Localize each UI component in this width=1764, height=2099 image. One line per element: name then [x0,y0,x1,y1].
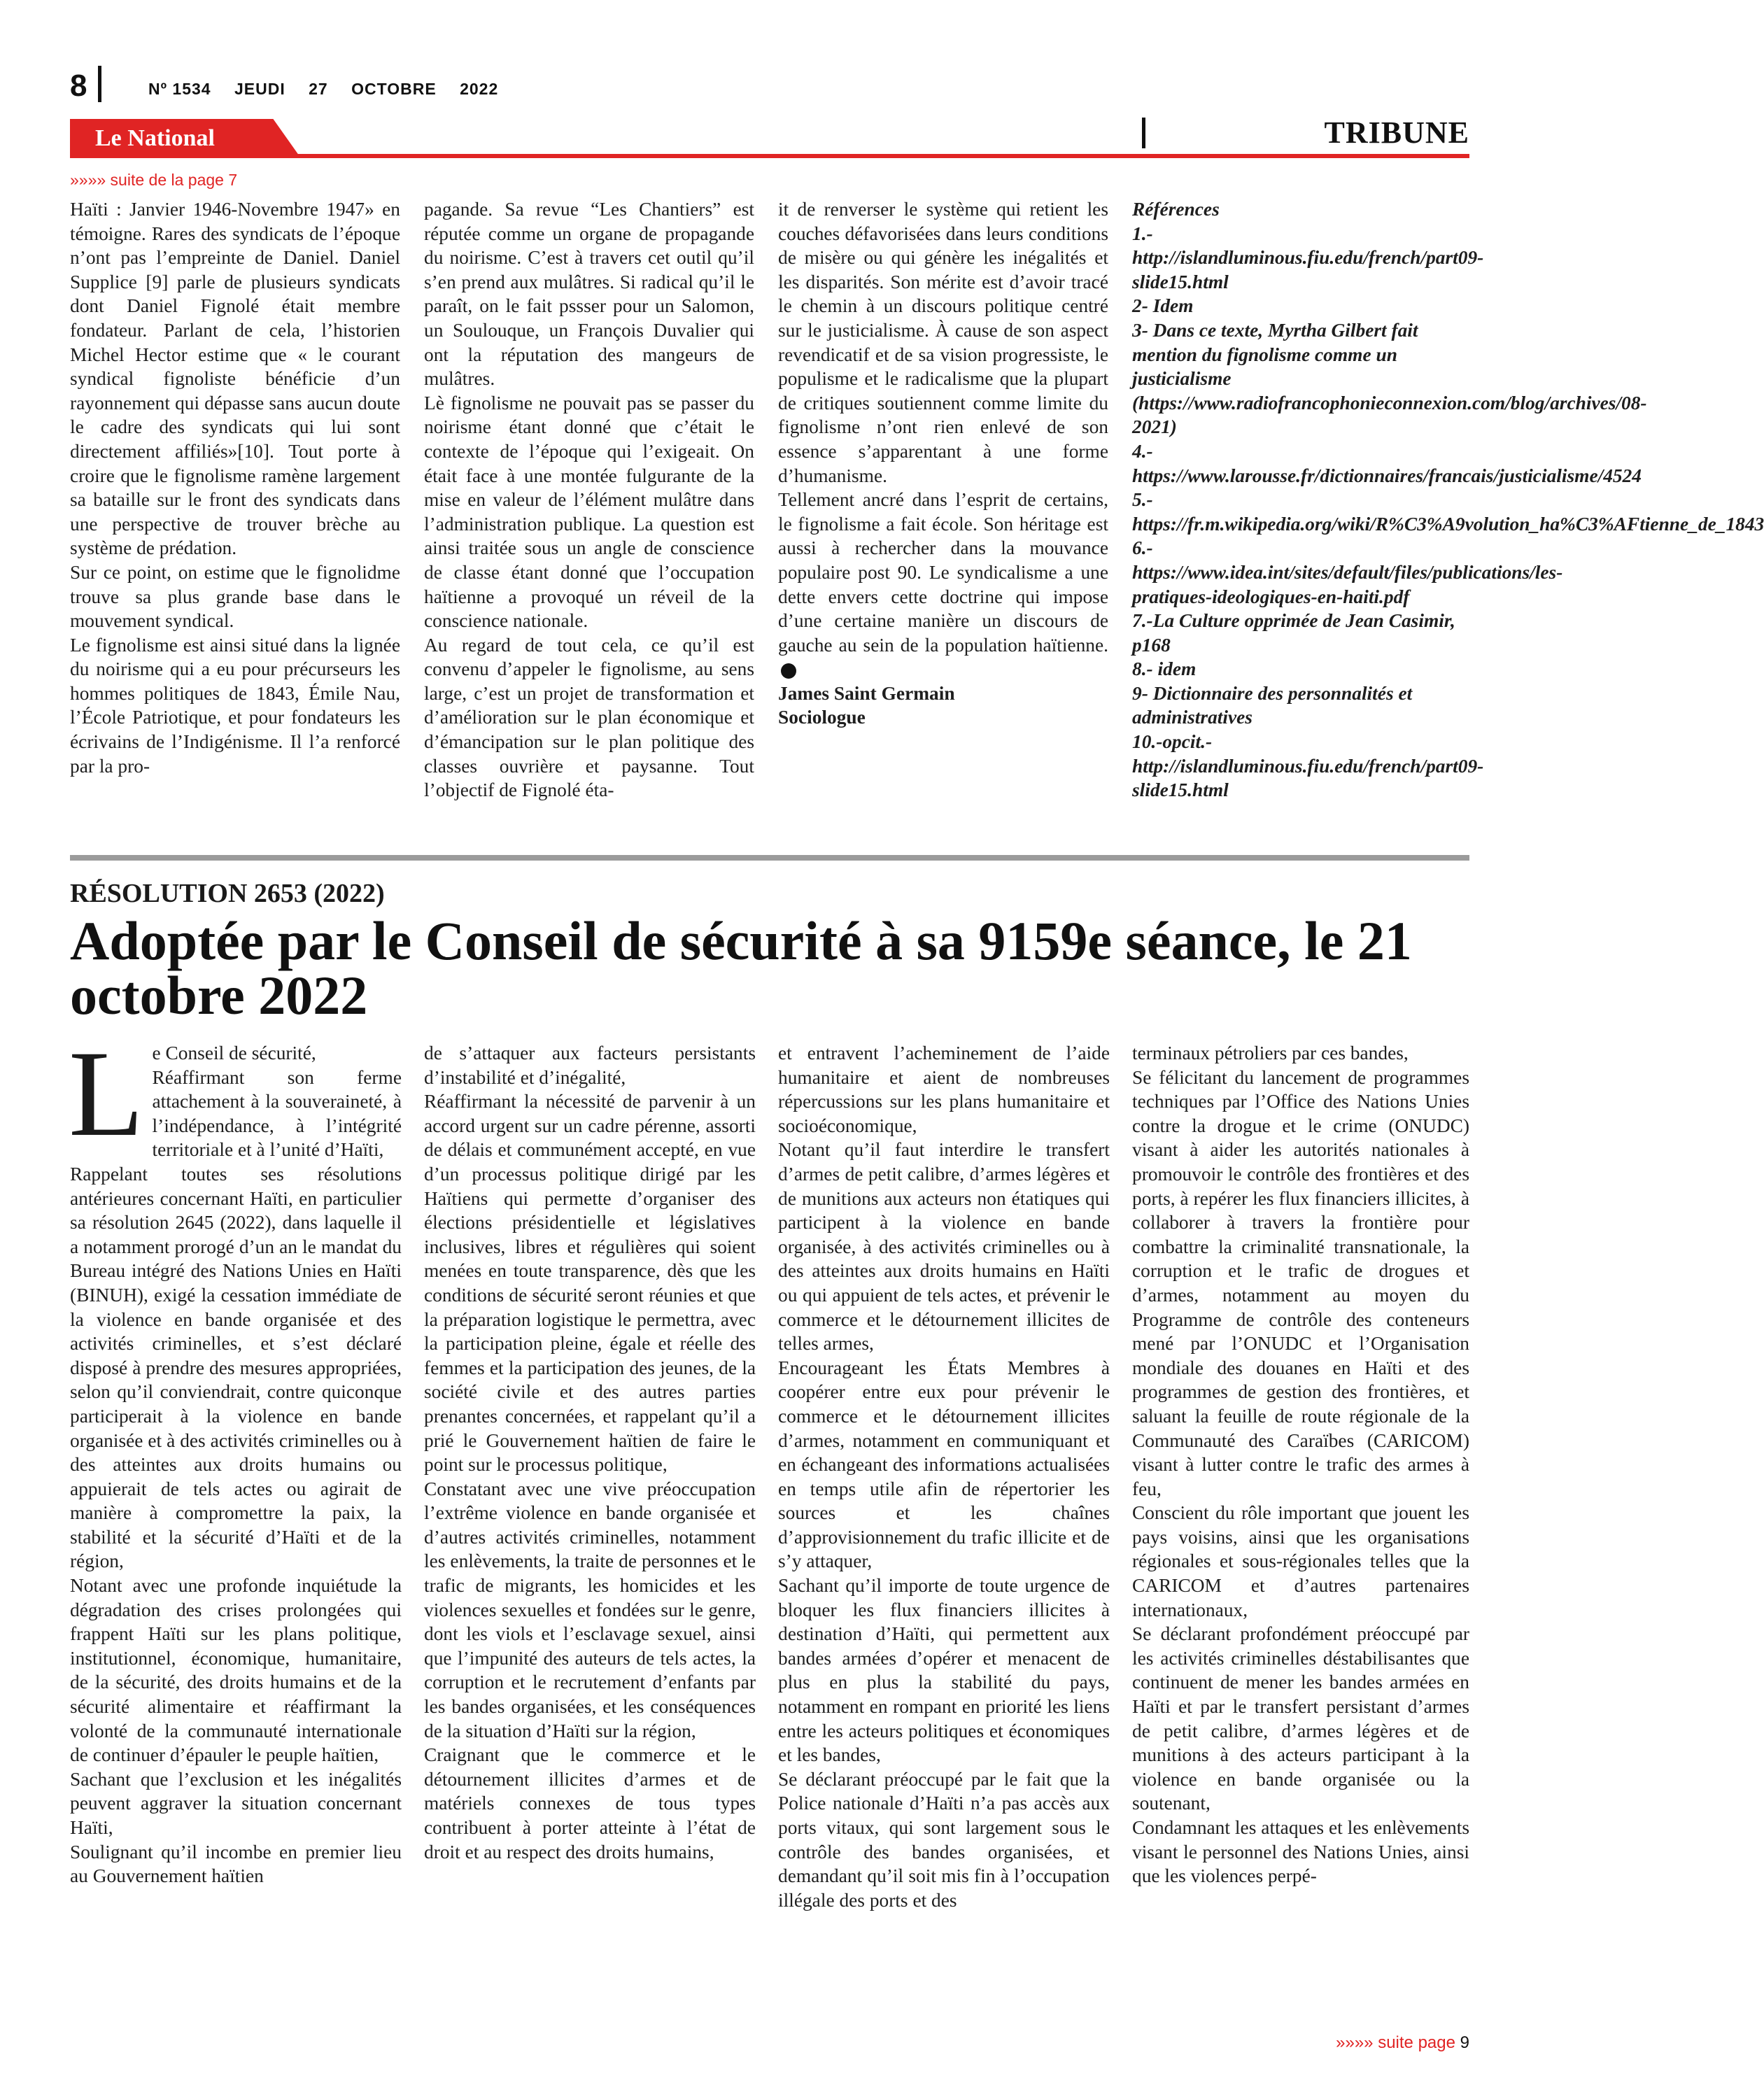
author-role: Sociologue [778,707,866,728]
paragraph: Notant qu’il faut interdire le transfert d’armes de petit calibre, d’armes légères et de munitions aux acteurs non étatiques qui participent à la violence en bande organisée, à des activités criminelles ou à des atteintes aux droits humains en Haïti ou qui appuient de tels actes, et prévenir le commerce et le détournement illicites de telles armes, [778,1139,1110,1355]
paragraph: Réaffirmant la nécessité de parvenir à un accord urgent sur un cadre pérenne, assorti de délais et communément accepté, en vue d’un processus politique dirigé par les Haïtiens qui permette d’organiser des élections présidentielle et législatives inclusives, libres et régulières qui soient menées en toute transparence, dès que les conditions de sécurité seront réunies et que la préparation logistique le permettra, avec la participation pleine, égale et réelle des femmes et la participation des jeunes, de la société civile et des autres parties prenantes concernées, et rappelant qu’il a prié le Gouvernement haïtien de faire le point sur le processus politique, [424,1091,756,1476]
page-number-divider [98,66,101,102]
paragraph: pagande. Sa revue “Les Chantiers” est réputée comme un organe de propagande du noirisme. C’est à travers cet outil qu’il s’en prend aux mulâtres. Si radical qu’il le paraît, on le fait pssser pour un Salomon, un Soulouque, un François Duvalier qui ont la réputation des mangeurs de mulâtres. [424,199,754,390]
paragraph: Se déclarant préoccupé par le fait que la Police nationale d’Haïti n’a pas accès aux ports vitaux, qui sont largement sous le contrôle des bandes organisées, et demandant qu’il soit mis fin à l’occupation illégale des ports et des [778,1768,1110,1911]
author-signature [778,681,1108,730]
issue-weekday: JEUDI [234,80,285,98]
paragraph: Notant avec une profonde inquiétude la dégradation des crises prolongées qui frappent Haïti sur les plans politique, institutionnel, économique, humanitaire, de la sécurité, des droits humains et de la sécurité alimentaire et réaffirmant la volonté de la communauté internationale de continuer d’épauler le peuple haïtien, [70,1575,402,1766]
paragraph: Au regard de tout cela, ce qu’il est convenu d’appeler le fignolisme, au sens large, c’est un projet de transformation et d’amélioration sur le plan économique et d’émancipation sur le plan politique des classes ouvrière et paysanne. Tout l’objectif de Fignolé éta- [424,634,754,801]
continued-from-note: »»»» suite de la page 7 [70,171,238,189]
drop-cap: L [69,1026,144,1162]
paragraph: Se déclarant profondément préoccupé par les activités criminelles déstabilisantes que continuent de mener les bandes armées en Haïti et par le transfert persistant d’armes de petit calibre, d’armes légères et de munitions à des acteurs participant à la violence en bande organisée ou la soutenant, [1132,1623,1469,1814]
article1-column-2 [424,197,754,803]
section-title: TRIBUNE [1324,115,1469,150]
paragraph: Sachant qu’il importe de toute urgence de bloquer les flux financiers illicites à destination d’Haïti, qui permettent aux bandes armées d’opérer et menacent de plus en plus la stabilité du pays, notamment en rompant en priorité les liens entre les acteurs politiques et économiques et les bandes, [778,1575,1110,1766]
article2-column-3 [778,1041,1110,1912]
paragraph: Tellement ancré dans l’esprit de certains, le fignolisme a fait école. Son héritage est aussi à rechercher dans la mouvance populaire post 90. Le syndicalisme a une dette envers cette doctrine qui impose d’une certaine manière un discours de gauche au sein de la population haïtienne. [778,489,1108,656]
paragraph: et entravent l’acheminement de l’aide humanitaire et aient de nombreuses répercussions sur les plans humanitaire et socioéconomique, [778,1043,1110,1136]
article2-kicker: RÉSOLUTION 2653 (2022) [70,879,385,908]
references-title: Références [1132,199,1220,220]
reference-item: 8.- idem [1132,658,1197,680]
paragraph: Le fignolisme est ainsi situé dans la lignée du noirisme qui a eu pour précurseurs les hommes politiques de 1843, Émile Nau, l’École Patriotique, et pour fondateurs les écrivains de l’Indigénisme. Il l’a renforcé par la pro- [70,634,400,777]
paragraph: Haïti : Janvier 1946-Novembre 1947» en témoigne. Rares des syndicats de l’époque n’ont pas l’empreinte de Daniel. Daniel Supplice [9] parle de plusieurs syndicats dont Daniel Fignolé était membre fondateur. Parlant de cela, l’historien Michel Hector estime que « le courant syndical fignoliste bénéficie d’un rayonnement qui dépasse sans aucun doute le cadre des syndicats qui lui sont directement affiliés»[10]. Tout porte à croire que le fignolisme ramène largement sa bataille sur le front des syndicats dans une perspective de trouver brèche au système de prédation. [70,199,400,559]
article1-column-3 [778,197,1108,730]
article2-column-4 [1132,1041,1469,1888]
section-divider [1142,118,1145,148]
issue-day: 27 [309,80,328,98]
reference-item: 5.-https://fr.m.wikipedia.org/wiki/R%C3%A9volution_ha%C3%AFtienne_de_1843 [1132,489,1764,535]
paragraph: Rappelant toutes ses résolutions antérieures concernant Haïti, en particulier sa résolution 2645 (2022), dans laquelle il a notamment prorogé d’un an le mandat du Bureau intégré des Nations Unies en Haïti (BINUH), exigé la cessation immédiate de la violence en bande organisée et des activités criminelles, et s’est déclaré disposé à prendre des mesures appropriées, selon qu’il conviendrait, contre quiconque participerait à la violence en bande organisée et à des activités criminelles ou à des atteintes aux droits humains ou appuierait de tels actes ou agirait de manière à compromettre la paix, la stabilité et la sécurité d’Haïti et de la région, [70,1163,402,1572]
section-separator [70,855,1469,861]
paragraph: Lè fignolisme ne pouvait pas se passer du noirisme étant donné que c’était le contexte de l’époque qui l’exigeait. On était face à une montée fulgurante de la mise en valeur de l’élément mulâtre dans l’administration publique. La question est ainsi traitée sous un angle de conscience de classe étant donné que l’occupation haïtienne a provoqué un réveil de la conscience nationale. [424,392,754,632]
issue-month: OCTOBRE [351,80,437,98]
issue-year: 2022 [460,80,499,98]
reference-item: 6.-https://www.idea.int/sites/default/files/publications/les-pratiques-ideologiques-en-haiti.pdf [1132,537,1563,607]
page-number: 8 [70,69,87,103]
paragraph: terminaux pétroliers par ces bandes, [1132,1043,1409,1063]
continued-on-note [1336,2033,1469,2053]
reference-item: 10.-opcit.-http://islandluminous.fiu.edu/french/part09-slide15.html [1132,731,1484,801]
paragraph: Sachant que l’exclusion et les inégalités peuvent aggraver la situation concernant Haïti, [70,1768,402,1838]
paragraph: Conscient du rôle important que jouent les pays voisins, ainsi que les organisations régionales et sous-régionales telles que la CARICOM et d’autres partenaires internationaux, [1132,1502,1469,1620]
continued-prefix: »»»» suite [1336,2033,1413,2052]
paragraph: Se félicitant du lancement de programmes techniques par l’Office des Nations Unies contre la drogue et le crime (ONUDC) visant à aider les autorités nationales à promouvoir le contrôle des frontières et des ports, à repérer les flux financiers illicites, à collaborer à travers la frontière pour combattre la criminalité transnationale, la corruption et le trafic de drogues et d’armes, notamment au moyen du Programme de contrôle des conteneurs mené par l’ONUDC et l’Organisation mondiale des douanes en Haïti et des programmes de gestion des frontières, et saluant la feuille de route régionale de la Communauté des Caraïbes (CARICOM) visant à lutter contre le trafic des armes à feu, [1132,1066,1469,1499]
paragraph: Craignant que le commerce et le détournement illicites d’armes et de matériels connexes de tous types contribuent à porter atteinte à l’état de droit et au respect des droits humains, [424,1744,756,1863]
article2-column-1 [69,1026,402,1888]
paragraph: Constatant avec une vive préoccupation l’extrême violence en bande organisée et d’autres activités criminelles, notamment les enlèvements, la traite de personnes et le trafic de migrants, les homicides et les violences sexuelles et fondées sur le genre, dont les viols et l’esclavage sexuel, ainsi que l’impunité des auteurs de tels actes, la corruption et le recrutement d’enfants par les bandes organisées, et les conséquences de la situation d’Haïti sur la région, [424,1478,756,1741]
paragraph: Encourageant les États Membres à coopérer entre eux pour prévenir le commerce et le détournement illicites d’armes, notamment en communiquant et en échangeant des informations actualisées en temps utile afin de répertorier les sources et les chaînes d’approvisionnement du trafic illicite et de s’y attaquer, [778,1357,1110,1572]
references-column [1132,197,1764,803]
continued-page-number: 9 [1460,2033,1469,2052]
end-of-article-icon [781,663,796,679]
reference-item: 4.-https://www.larousse.fr/dictionnaires/francais/justicialisme/4524 [1132,440,1642,486]
paragraph: de s’attaquer aux facteurs persistants d’instabilité et d’inégalité, [424,1043,756,1088]
paragraph: e Conseil de sécurité, [152,1043,316,1063]
paragraph: it de renverser le système qui retient les couches défavorisées dans leurs conditions de misère ou qui génère les inégalités et les disparités. Son mérite est d’avoir tracé le chemin à un discours politique centré sur le justicialisme. À cause de son aspect revendicatif et de sa vision progressiste, le populisme et le radicalisme que la plupart de critiques soutiennent comme limite du fignolisme n’ont rien enlevé de son essence s’apparentant à une forme d’humanisme. [778,199,1108,486]
paragraph: Condamnant les attaques et les enlèvements visant le personnel des Nations Unies, ainsi que les violences perpé- [1132,1817,1469,1887]
continued-page-label: page [1418,2033,1455,2052]
issue-number: Nº 1534 [148,80,211,98]
reference-item: 1.-http://islandluminous.fiu.edu/french/part09-slide15.html [1132,222,1484,292]
reference-item: 2- Idem [1132,295,1194,317]
issue-line [148,80,516,99]
header-red-rule [70,154,1469,158]
article1-column-1 [70,197,400,778]
brand-logo: Le National [95,125,215,151]
reference-item: 7.-La Culture opprimée de Jean Casimir, p168 [1132,610,1455,656]
author-name: James Saint Germain [778,682,955,704]
paragraph-with-end-mark [778,488,1108,681]
article2-column-2 [424,1041,756,1864]
reference-item: 9- Dictionnaire des personnalités et administratives [1132,682,1413,728]
paragraph: Réaffirmant son ferme attachement à la souveraineté, à l’indépendance, à l’intégrité territoriale et à l’unité d’Haïti, [152,1066,402,1161]
article2-headline: Adoptée par le Conseil de sécurité à sa 9159e séance, le 21 octobre 2022 [70,910,1412,1026]
paragraph: Soulignant qu’il incombe en premier lieu au Gouvernement haïtien [70,1841,402,1887]
reference-item: 3- Dans ce texte, Myrtha Gilbert fait mention du fignolisme comme un justicialisme (https://www.radiofrancophonieconnexion.com/blog/archives/08-2021) [1132,319,1647,438]
paragraph: Sur ce point, on estime que le fignolidme trouve sa plus grande base dans le mouvement syndical. [70,561,400,632]
